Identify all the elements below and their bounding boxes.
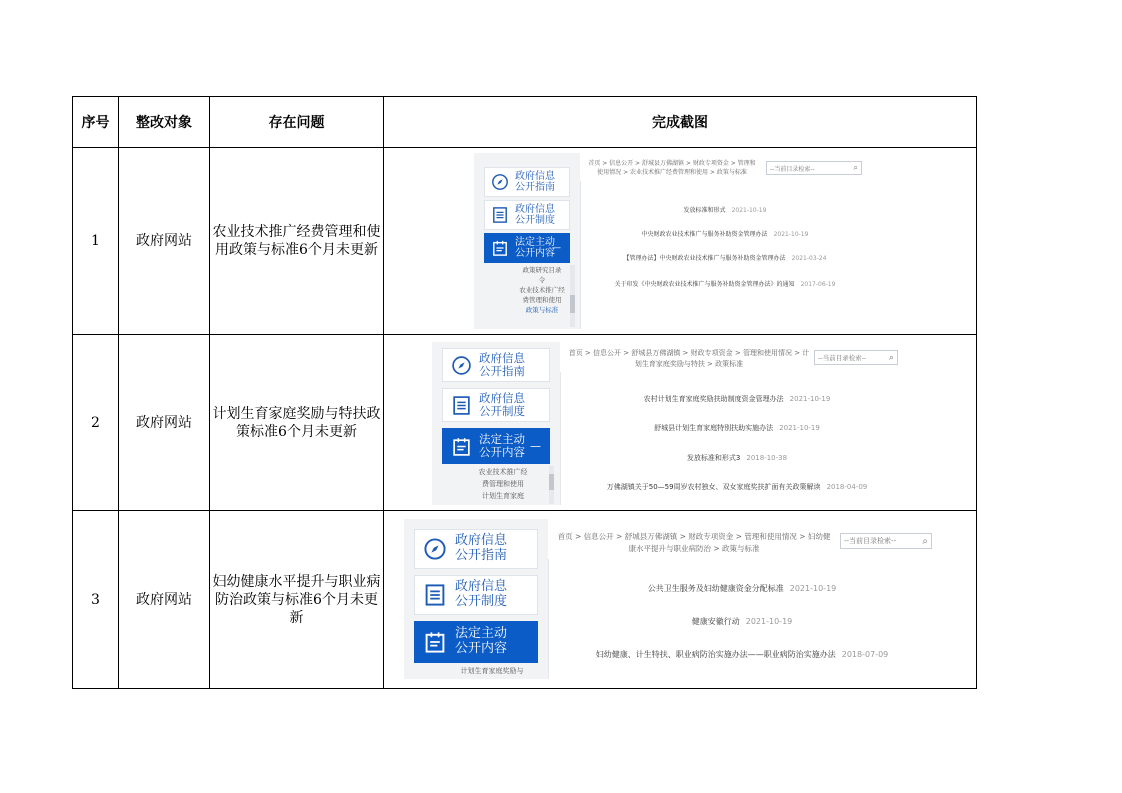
nav-guide-label-1: 政府信息 bbox=[479, 350, 525, 365]
document-list-icon bbox=[415, 583, 455, 607]
search-icon[interactable]: ⌕ bbox=[922, 535, 928, 547]
nav-content-label-1: 法定主动 bbox=[479, 431, 525, 446]
nav-guide-button[interactable] bbox=[484, 167, 570, 197]
subtree-item[interactable]: 政策与标准 bbox=[525, 306, 559, 314]
nav-content-label-1: 法定主动 bbox=[455, 626, 508, 642]
subtree-item[interactable]: 计划生育家庭 bbox=[482, 492, 524, 500]
nav-system-button[interactable] bbox=[484, 200, 570, 230]
table-row bbox=[73, 148, 977, 335]
collapse-icon[interactable]: — bbox=[530, 439, 541, 453]
list-item[interactable]: 农村计划生育家庭奖励扶助制度资金管理办法 2021-10-19 bbox=[643, 395, 831, 403]
search-input[interactable] bbox=[766, 161, 862, 175]
nav-guide-label-1: 政府信息 bbox=[515, 170, 555, 182]
row-screenshot-cell bbox=[384, 148, 977, 335]
content-area bbox=[580, 153, 857, 329]
nav-content-button[interactable] bbox=[414, 621, 538, 663]
list-item[interactable]: 【管理办法】中央财政农业技术推广与服务补助资金管理办法 2021-03-24 bbox=[623, 255, 827, 262]
search-icon[interactable]: ⌕ bbox=[888, 352, 894, 363]
subtree-item[interactable]: 令 bbox=[538, 276, 546, 284]
row-problem: 计划生育家庭奖励与特扶政策标准6个月未更新 bbox=[210, 335, 384, 511]
website-screenshot bbox=[432, 342, 901, 505]
subtree-item[interactable]: 农业技术推广经 bbox=[519, 286, 565, 294]
list-item[interactable]: 健康安徽行动 2021-10-19 bbox=[691, 617, 793, 626]
list-item[interactable]: 发放标准和形式3 2018-10-38 bbox=[686, 454, 788, 462]
table-row bbox=[73, 335, 977, 511]
collapse-icon[interactable]: — bbox=[552, 243, 561, 253]
search-icon[interactable]: ⌕ bbox=[853, 163, 858, 172]
sidebar-subtree bbox=[442, 466, 552, 502]
row-screenshot-cell bbox=[384, 511, 977, 689]
content-area bbox=[548, 519, 928, 679]
breadcrumb[interactable]: 首页 > 信息公开 > 舒城县万佛湖镇 > 财政专项资金 > 管理和使用情况 > 农业技术推广经费管理和使用 > 政策与标准 bbox=[588, 160, 756, 176]
compass-icon bbox=[415, 537, 455, 561]
breadcrumb[interactable]: 首页 > 信息公开 > 舒城县万佛湖镇 > 财政专项资金 > 管理和使用情况 > 妇幼健康水平提升与职业病防治 > 政策与标准 bbox=[557, 532, 831, 553]
document-list-icon bbox=[485, 206, 515, 224]
list-item[interactable]: 舒城县计划生育家庭特别扶助实施办法 2021-10-19 bbox=[654, 424, 820, 432]
nav-guide-button[interactable] bbox=[414, 529, 538, 569]
header-object: 整改对象 bbox=[119, 97, 210, 148]
sidebar bbox=[474, 153, 580, 329]
row-number: 2 bbox=[73, 335, 119, 511]
nav-content-button[interactable] bbox=[484, 233, 570, 263]
row-problem: 妇幼健康水平提升与职业病防治政策与标准6个月未更新 bbox=[210, 511, 384, 689]
calendar-icon bbox=[485, 239, 515, 257]
sidebar-scrollbar[interactable] bbox=[549, 466, 554, 504]
header-no: 序号 bbox=[73, 97, 119, 148]
nav-content-label-2: 公开内容 bbox=[479, 445, 525, 459]
header-problem: 存在问题 bbox=[210, 97, 384, 148]
list-item[interactable]: 万佛湖镇关于50—59周岁农村独女、双女家庭奖扶扩面有关政策解读 2018-04-09 bbox=[606, 483, 868, 491]
nav-system-button[interactable] bbox=[442, 388, 550, 422]
header-screenshot: 完成截图 bbox=[384, 97, 977, 148]
subtree-item[interactable]: 费管理和使用 bbox=[482, 480, 524, 488]
search-placeholder: --当前目录检索-- bbox=[844, 537, 897, 545]
subtree-item[interactable]: 费管理和使用 bbox=[522, 296, 562, 304]
nav-guide-label-2: 公开指南 bbox=[515, 182, 555, 193]
row-number: 3 bbox=[73, 511, 119, 689]
sidebar bbox=[432, 342, 560, 505]
compass-icon bbox=[443, 355, 479, 376]
row-problem: 农业技术推广经费管理和使用政策与标准6个月未更新 bbox=[210, 148, 384, 335]
row-object: 政府网站 bbox=[119, 148, 210, 335]
table-row bbox=[73, 511, 977, 689]
document-list-icon bbox=[443, 395, 479, 416]
nav-system-label-2: 公开制度 bbox=[455, 594, 508, 609]
rectification-table bbox=[72, 96, 977, 689]
subtree-item[interactable]: 政策研究目录 bbox=[522, 266, 562, 274]
row-object: 政府网站 bbox=[119, 335, 210, 511]
search-placeholder: --当前目录检索-- bbox=[818, 354, 867, 362]
nav-guide-button[interactable] bbox=[442, 348, 550, 382]
nav-system-label-1: 政府信息 bbox=[455, 579, 508, 595]
nav-content-label-2: 公开内容 bbox=[515, 248, 555, 259]
nav-content-label-1: 法定主动 bbox=[515, 236, 555, 248]
sidebar-subtree bbox=[484, 265, 572, 315]
nav-system-label-2: 公开制度 bbox=[515, 215, 555, 226]
content-area bbox=[560, 342, 901, 505]
row-screenshot-cell bbox=[384, 335, 977, 511]
list-item[interactable]: 关于印发《中央财政农业技术推广与服务补助资金管理办法》的通知 2017-06-19 bbox=[614, 281, 836, 288]
subtree-item[interactable]: 计划生育家庭奖励与 bbox=[460, 667, 524, 675]
sidebar bbox=[404, 519, 548, 679]
list-item[interactable]: 发放标准和形式 2021-10-19 bbox=[683, 207, 767, 214]
table-header-row bbox=[73, 97, 977, 148]
subtree-item[interactable]: 农业技术推广经 bbox=[478, 468, 528, 476]
website-screenshot bbox=[474, 153, 857, 329]
calendar-icon bbox=[415, 630, 455, 654]
search-input[interactable] bbox=[814, 350, 898, 365]
nav-system-label-2: 公开制度 bbox=[479, 404, 525, 418]
website-screenshot bbox=[404, 519, 928, 679]
list-item[interactable]: 妇幼健康、计生特扶、职业病防治实施办法——职业病防治实施办法 2018-07-09 bbox=[595, 650, 889, 659]
nav-system-label-1: 政府信息 bbox=[515, 203, 555, 215]
nav-guide-label-2: 公开指南 bbox=[455, 548, 508, 563]
list-item[interactable]: 公共卫生服务及妇幼健康资金分配标准 2021-10-19 bbox=[647, 584, 837, 593]
calendar-icon bbox=[443, 436, 479, 457]
nav-guide-label-1: 政府信息 bbox=[455, 533, 508, 549]
list-item[interactable]: 中央财政农业技术推广与服务补助资金管理办法 2021-10-19 bbox=[641, 231, 809, 238]
sidebar-subtree bbox=[414, 665, 540, 677]
compass-icon bbox=[485, 173, 515, 191]
row-number: 1 bbox=[73, 148, 119, 335]
breadcrumb[interactable]: 首页 > 信息公开 > 舒城县万佛湖镇 > 财政专项资金 > 管理和使用情况 > 计划生育家庭奖励与特扶 > 政策标准 bbox=[568, 349, 810, 368]
search-placeholder: --当前目录检索-- bbox=[770, 165, 815, 173]
nav-content-label-2: 公开内容 bbox=[455, 641, 508, 656]
nav-system-button[interactable] bbox=[414, 575, 538, 615]
sidebar-scrollbar[interactable] bbox=[570, 265, 575, 327]
search-input[interactable] bbox=[840, 533, 932, 549]
nav-guide-label-2: 公开指南 bbox=[479, 364, 525, 378]
nav-content-button[interactable] bbox=[442, 428, 550, 464]
nav-system-label-1: 政府信息 bbox=[479, 390, 525, 405]
row-object: 政府网站 bbox=[119, 511, 210, 689]
